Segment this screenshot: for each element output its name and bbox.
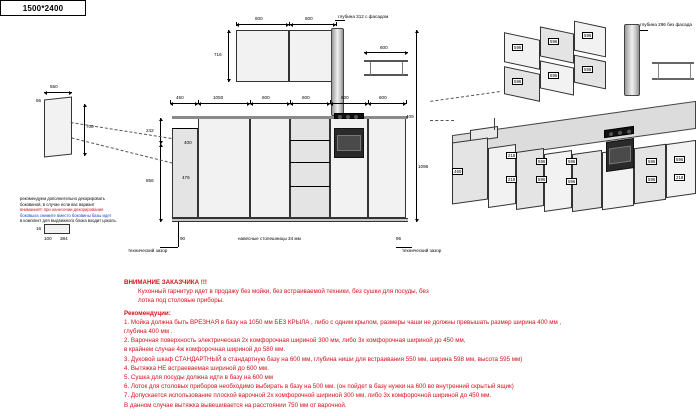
notes-intro-2: лотка под столовые приборы. xyxy=(138,297,224,305)
iso-upper-3 xyxy=(574,21,606,58)
panel-note: рекомендуем дополнительно декорировать боковиной, в случае если вас вариант внимание!!! при нанесении декорирования боковыха снимите вместо боковины базы идет в комплект для выдвижного блока входит цоколь. xyxy=(20,196,117,224)
dim-line-top-2 xyxy=(290,24,336,25)
upper-cabinet-left xyxy=(236,30,289,82)
iso-upper-2 xyxy=(540,26,574,63)
base-unit-1050 xyxy=(198,118,250,218)
notes-attention: ВНИМАНИЕ ЗАКАЗЧИКА !!! xyxy=(124,279,207,286)
note-item: 4. Вытяжка НЕ встраеваемая шириной до 600 мм. xyxy=(124,364,269,372)
notes-intro-1: Кухонный гарнитур идет в продажу без мойки, без встраиваемой техники, без сушки для посуды, без xyxy=(138,288,429,296)
base-unit-600-a xyxy=(250,118,290,218)
iso-base-8 xyxy=(666,140,696,198)
plinth xyxy=(172,218,408,222)
iso-hood-cylinder xyxy=(624,24,640,96)
dim-line-shelf xyxy=(364,52,408,53)
iso-oven xyxy=(606,138,634,172)
page-title: 1500*2400 xyxy=(0,0,86,16)
side-panel xyxy=(44,97,72,158)
note-item: глубина 400 мм . xyxy=(124,328,173,336)
base-drawers xyxy=(290,118,330,218)
note-item: 1. Мойка должна быть ВРЕЗНАЯ в базу на 1050 мм БЕЗ КРЫЛА , либо с одним крылом, размеры чаши не должны превышать размер ширина 400 мм , xyxy=(124,318,562,326)
oven xyxy=(334,128,364,158)
note-item: 2. Варочная поверхность электрическая 2х комфорочная шириной 300 мм, либо 3х комфорочная шириной до 450 мм, xyxy=(124,337,466,345)
note-item: 3. Духовой шкаф СТАНДАРТНЫЙ в стандартную базу на 600 мм, глубина ниши для встраивания 550 мм, ширина 598 мм, высота 595 мм) xyxy=(124,355,523,363)
note-item: 7. Допускается использование плоской варочной 2х комфорочной шириной 300 мм, либо 3х комфорочной шириной до 450 мм. xyxy=(124,392,492,400)
plinth-part xyxy=(44,224,70,234)
iso-base-7 xyxy=(634,144,666,204)
notes-block xyxy=(124,278,696,410)
notes-recommend-header: Рекомендуции: xyxy=(124,309,171,317)
note-item: 6. Лоток для столовых приборов необходимо выбирать в базу на 500 мм. (он пойдет в базу нужки на 600 во внутренний скрытый ящик) xyxy=(124,383,514,391)
note-item: 5. Сушка для посуды должна идти в базу на 600 мм xyxy=(124,374,274,382)
dim-line-550 xyxy=(44,92,72,93)
dim-line-700 xyxy=(84,104,85,156)
base-unit-600-b xyxy=(368,118,406,218)
iso-upper-1 xyxy=(504,32,540,70)
note-item: В данном случае вытяжка вывешивается на расстоянии 750 мм от варочной. xyxy=(124,401,347,409)
worktop xyxy=(172,116,408,119)
upper-cabinet-right xyxy=(289,30,336,82)
note-item: в крайнем случае 4ж комфорочная шириной до 580 мм. xyxy=(124,346,286,354)
dim-line-716 xyxy=(228,30,229,82)
dim-line-top-1 xyxy=(236,24,289,25)
drawing-page: 1500*2400 600 600 глубина 312 с фасадом 600 716 450 1050 600 600 600 600 242 856 400 476 90 1096 409 96 технический зазор технический зазор навесные столешницы 34 мм 550 56 700 рекомендуем дополнительно декорировать боковиной, в случае если вас вариант внимание!!! при нанесении декорирования боковыха снимите вместо боковины базы идет в комплект для выдвижного блока входит цоколь. 16 100 384 глубина 296 без фасада 596 596 596 596 596 596 460 218 218 596 596 596 596 596 596 596 218 ВНИМАНИЕ ЗАКАЗЧИКА !!! Кухонный гарнитур идет в продажу без мойки, без встраиваемой техники, без сушки для посуды, без лотка под столовые приборы. Рекомендуции: 1. Мойка должна быть ВРЕЗНАЯ в базу на 1050 мм БЕЗ КРЫЛА , либо с одним крылом, размеры чаши не должны превышать размер ширина 400 мм , глубина 400 мм . 2. Варочная поверхность электрическая 2х комфорочная шириной 300 мм, либо 3х комфорочная шириной до 450 мм, в крайнем случае 4ж комфорочная шириной до 580 мм. 3. Духовой шкаф СТАНДАРТНЫЙ в стандартную базу на 600 мм, глубина ниши для встраивания 550 мм, ширина 598 мм, высота 595 мм) 4. Вытяжка НЕ встраеваемая шириной до 600 мм. 5. Сушка для посуды должна идти в базу на 600 мм 6. Лоток для столовых приборов необходимо выбирать в базу на 500 мм. (он пойдет в базу нужки на 600 во внутренний скрытый ящик) 7. Допускается использование плоской варочной 2х комфорочной шириной 300 мм, либо 3х комфорочной шириной до 450 мм. В данном случае вытяжка вывешивается на расстоянии 750 мм от варочной. xyxy=(0,0,700,416)
hob xyxy=(334,113,364,119)
